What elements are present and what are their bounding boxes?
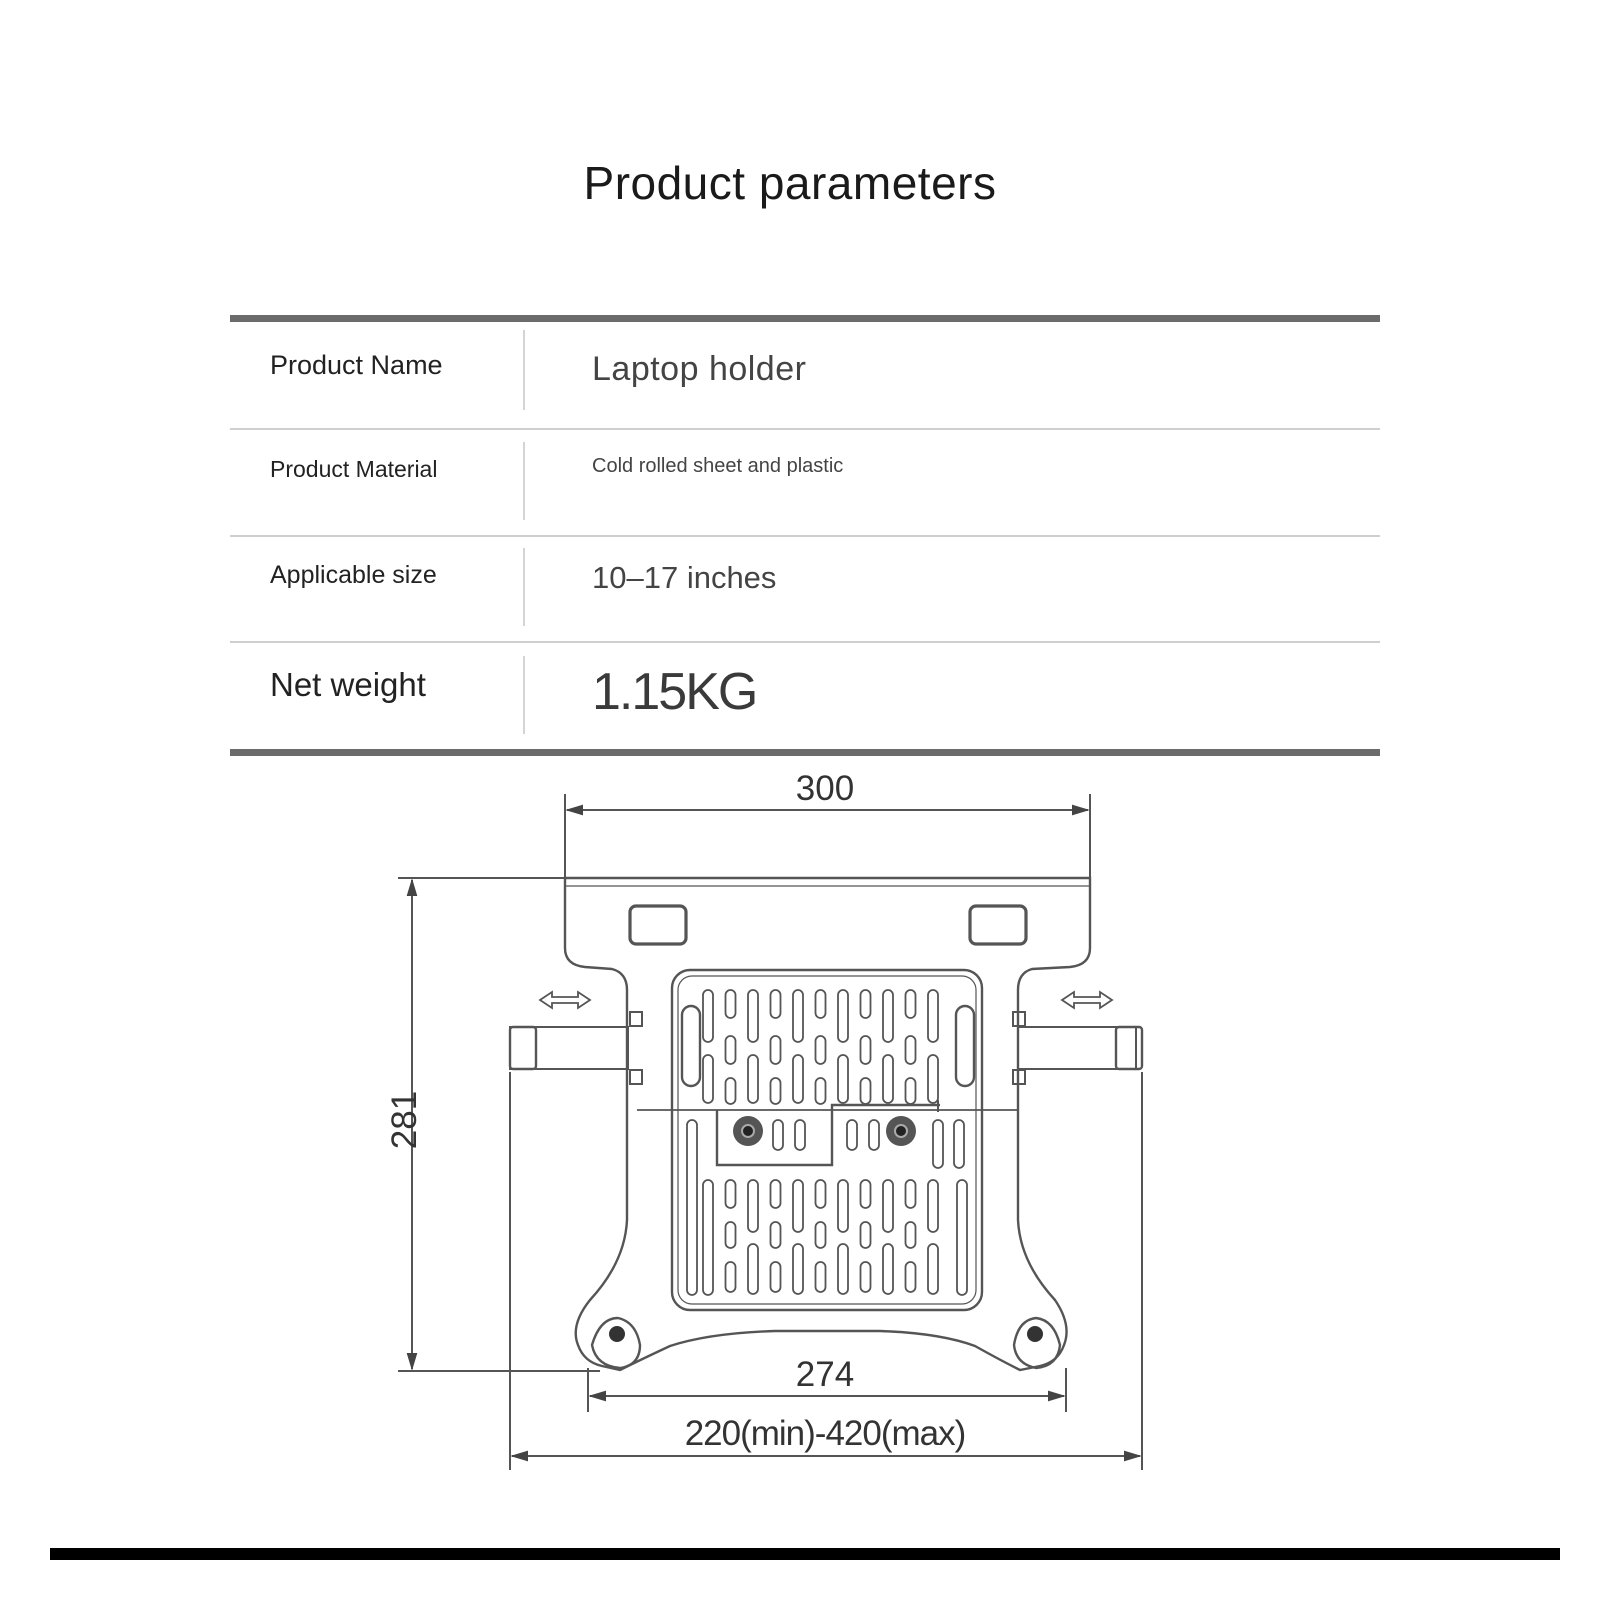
- top-left-slot: [630, 906, 686, 944]
- vent-slot: [793, 1244, 803, 1294]
- vent-slot: [816, 1222, 826, 1248]
- vent-slot: [883, 990, 893, 1042]
- vent-slot: [703, 990, 713, 1042]
- vent-slot: [928, 990, 938, 1042]
- top-right-slot: [970, 906, 1026, 944]
- vent-slot: [838, 1055, 848, 1103]
- vent-slot: [883, 1055, 893, 1103]
- product-material-value: Cold rolled sheet and plastic: [592, 455, 844, 477]
- vent-slot: [726, 1078, 736, 1104]
- left-arm-clip: [630, 1012, 642, 1026]
- vent-slot: [906, 1180, 916, 1208]
- vent-slot: [861, 1222, 871, 1248]
- vent-slot: [771, 1036, 781, 1064]
- vent-slot: [816, 990, 826, 1018]
- vent-slot: [726, 1222, 736, 1248]
- vent-slot: [906, 990, 916, 1018]
- vent-slot: [883, 1180, 893, 1232]
- left-extension-arm: [510, 1027, 628, 1069]
- left-adjust-arrow-icon: [540, 992, 590, 1008]
- vent-slot: [861, 1180, 871, 1208]
- right-extension-arm: [1018, 1027, 1136, 1069]
- vent-slots: [687, 990, 967, 1295]
- vent-slot: [906, 1222, 916, 1248]
- dim-label-top-width: 300: [795, 769, 855, 808]
- vent-slot: [703, 1180, 713, 1295]
- vent-slot: [793, 1180, 803, 1232]
- vent-slot: [816, 1262, 826, 1292]
- vent-slot: [906, 1078, 916, 1104]
- page-title: Product parameters: [583, 157, 997, 209]
- vent-slot: [793, 1055, 803, 1103]
- vent-slot: [748, 1180, 758, 1232]
- left-mount-knob: [733, 1116, 763, 1146]
- left-grip-pad: [682, 1006, 700, 1086]
- dim-label-height: 281: [385, 1090, 424, 1150]
- vent-slot: [771, 1078, 781, 1104]
- left-arm-clip: [630, 1070, 642, 1084]
- product-name-label: Product Name: [270, 350, 443, 380]
- right-arm-cap: [1116, 1027, 1142, 1069]
- vent-slot: [816, 1036, 826, 1064]
- dim-label-base-width: 274: [795, 1355, 855, 1394]
- vent-slot: [726, 990, 736, 1018]
- vent-slot: [726, 1262, 736, 1292]
- vent-slot: [748, 990, 758, 1042]
- vent-slot: [869, 1120, 879, 1150]
- vent-slot: [838, 1244, 848, 1294]
- vent-panel-inner: [678, 976, 976, 1304]
- net-weight-label: Net weight: [270, 666, 426, 703]
- vent-slot: [795, 1120, 805, 1150]
- vent-slot: [771, 1262, 781, 1292]
- right-foot: [1014, 1318, 1060, 1368]
- vent-slot: [883, 1244, 893, 1294]
- vent-slot: [771, 990, 781, 1018]
- vent-slot: [861, 1078, 871, 1104]
- net-weight-value: 1.15KG: [592, 663, 757, 721]
- product-name-value: Laptop holder: [592, 350, 807, 388]
- vent-slot: [793, 990, 803, 1042]
- vent-panel: [672, 970, 982, 1310]
- vent-slot: [954, 1120, 964, 1168]
- vent-slot: [861, 990, 871, 1018]
- vent-slot: [957, 1180, 967, 1295]
- product-material-label: Product Material: [270, 456, 438, 482]
- vent-slot: [861, 1262, 871, 1292]
- vent-slot: [928, 1180, 938, 1232]
- vent-slot: [816, 1180, 826, 1208]
- vent-slot: [748, 1055, 758, 1103]
- vent-slot: [928, 1244, 938, 1294]
- vent-slot: [838, 990, 848, 1042]
- holder-outline: [565, 878, 1090, 1370]
- vent-slot: [726, 1036, 736, 1064]
- vent-slot: [748, 1244, 758, 1294]
- vent-slot: [773, 1120, 783, 1150]
- vent-slot: [687, 1120, 697, 1295]
- vent-slot: [861, 1036, 871, 1064]
- right-mount-knob: [886, 1116, 916, 1146]
- applicable-size-value: 10–17 inches: [592, 560, 777, 595]
- vent-slot: [726, 1180, 736, 1208]
- vent-slot: [703, 1055, 713, 1103]
- applicable-size-label: Applicable size: [270, 561, 437, 589]
- right-adjust-arrow-icon: [1062, 992, 1112, 1008]
- vent-slot: [906, 1262, 916, 1292]
- left-foot: [592, 1318, 640, 1368]
- left-arm-cap: [510, 1027, 536, 1069]
- vent-slot: [771, 1180, 781, 1208]
- vent-slot: [816, 1078, 826, 1104]
- bottom-divider-bar: [50, 1548, 1560, 1560]
- vent-slot: [838, 1180, 848, 1232]
- dim-label-extension-range: 220(min)-420(max): [684, 1414, 966, 1453]
- vent-slot: [771, 1222, 781, 1248]
- vent-slot: [928, 1055, 938, 1103]
- vent-slot: [933, 1120, 943, 1168]
- vent-slot: [847, 1120, 857, 1150]
- right-grip-pad: [956, 1006, 974, 1086]
- vent-slot: [906, 1036, 916, 1064]
